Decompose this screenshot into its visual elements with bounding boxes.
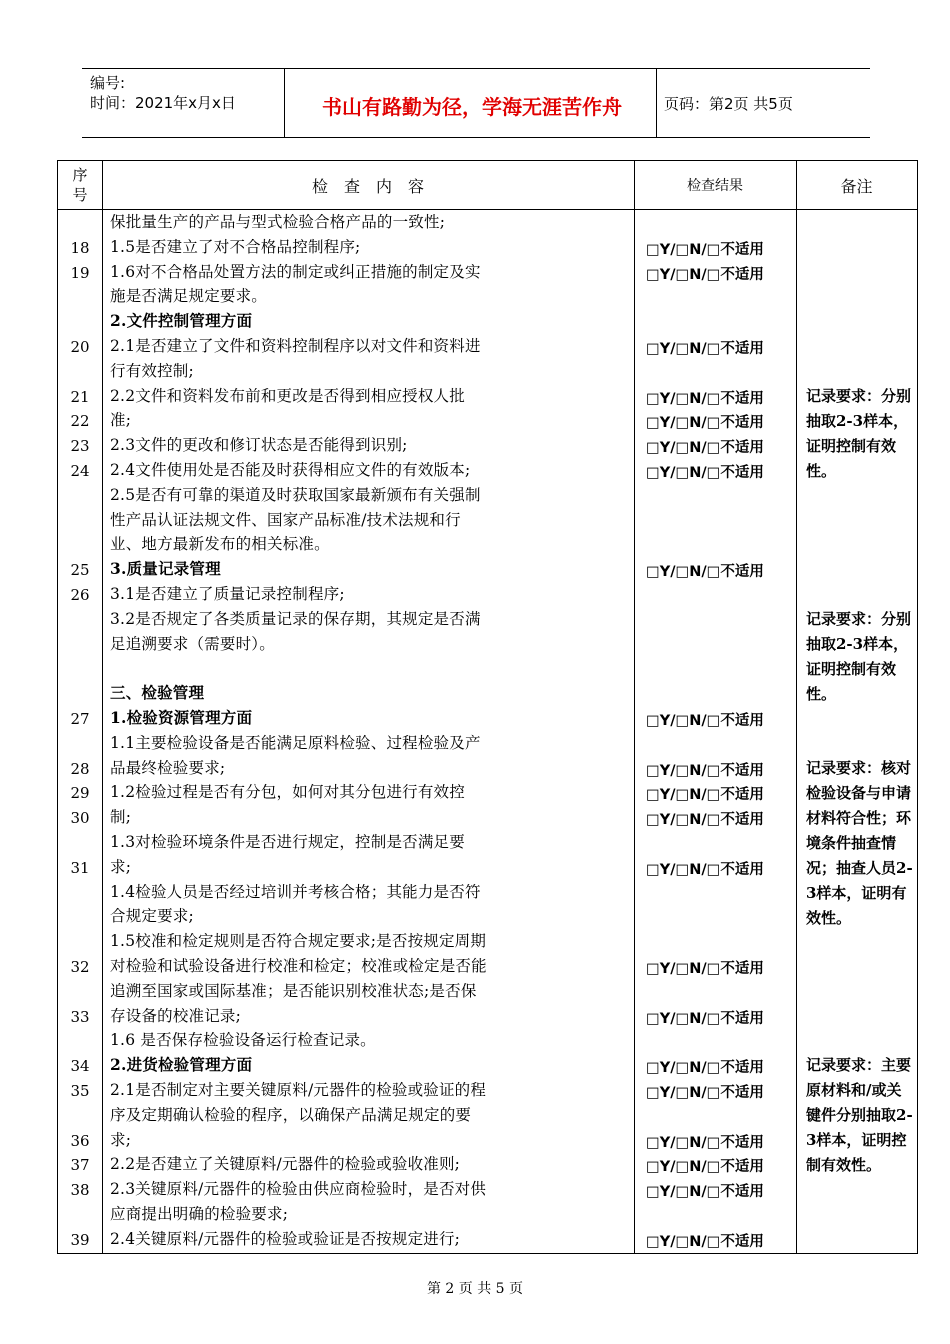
remark-note: 记录要求：主要原材料和/或关键件分别抽取2-3样本，证明控制有效性。 [806, 1056, 913, 1175]
remark-column [796, 209, 917, 1253]
row-number: 24 [70, 462, 90, 480]
content-line: 求; [110, 1130, 132, 1149]
result-checkbox-group[interactable]: □Y/□N/□不适用 [646, 266, 764, 283]
result-checkbox-group[interactable]: □Y/□N/□不适用 [646, 440, 764, 457]
content-line: 足追溯要求（需要时）。 [110, 634, 275, 653]
row-number: 29 [70, 784, 90, 803]
result-checkbox-group[interactable]: □Y/□N/□不适用 [646, 1159, 764, 1176]
row-number: 22 [70, 412, 90, 431]
content-line: 2.2是否建立了关键原料/元器件的检验或验收准则; [110, 1155, 461, 1174]
result-checkbox-group[interactable]: □Y/□N/□不适用 [646, 341, 764, 357]
row-number: 20 [70, 338, 90, 356]
content-line: 1.4检验人员是否经过培训并考核合格；其能力是否符 [110, 882, 481, 901]
row-number: 31 [70, 858, 90, 877]
content-line: 2.2文件和资料发布前和更改是否得到相应授权人批 [110, 386, 465, 405]
row-number: 30 [70, 809, 90, 828]
content-line: 1.3对检验环境条件是否进行规定，控制是否满足要 [110, 833, 465, 851]
content-line: 保批量生产的产品与型式检验合格产品的一致性; [110, 213, 446, 231]
result-checkbox-group[interactable]: □Y/□N/□不适用 [646, 1060, 764, 1077]
content-line: 3.1是否建立了质量记录控制程序; [110, 585, 345, 603]
result-checkbox-group[interactable]: □Y/□N/□不适用 [646, 390, 764, 407]
header-divider [656, 69, 657, 137]
content-line: 追溯至国家或国际基准；是否能识别校准状态;是否保 [110, 981, 477, 1000]
content-line: 2.进货检验管理方面 [110, 1055, 253, 1075]
content-line: 三、检验管理 [110, 683, 205, 703]
result-checkbox-group[interactable]: □Y/□N/□不适用 [646, 1085, 764, 1101]
content-line: 制; [110, 808, 132, 827]
seq-column [58, 209, 102, 1253]
row-number: 26 [70, 586, 90, 604]
content-line: 行有效控制; [110, 361, 194, 380]
remark-note: 记录要求：分别抽取2-3样本，证明控制有效性。 [806, 609, 912, 703]
result-checkbox-group[interactable]: □Y/□N/□不适用 [646, 1184, 764, 1201]
content-line: 1.5是否建立了对不合格品控制程序; [110, 237, 361, 256]
row-number: 25 [70, 561, 90, 580]
page-footer: 第 2 页 共 5 页 [426, 1281, 524, 1297]
row-number: 35 [70, 1082, 90, 1100]
content-line: 2.3关键原料/元器件的检验由供应商检验时，是否对供 [110, 1180, 487, 1199]
content-line: 2.1是否制定对主要关键原料/元器件的检验或验证的程 [110, 1081, 487, 1099]
content-line: 业、地方最新发布的相关标准。 [110, 535, 330, 554]
content-line: 2.文件控制管理方面 [110, 311, 253, 331]
header-divider [284, 69, 285, 137]
content-line: 2.5是否有可靠的渠道及时获取国家最新颁布有关强制 [110, 485, 481, 504]
content-line: 准; [110, 411, 132, 430]
result-checkbox-group[interactable]: □Y/□N/□不适用 [646, 1233, 764, 1250]
content-line: 对检验和试验设备进行校准和检定；校准或检定是否能 [110, 957, 487, 975]
row-number: 27 [70, 710, 90, 728]
content-line: 1.5校准和检定规则是否符合规定要求;是否按规定周期 [110, 932, 487, 951]
row-number: 37 [70, 1156, 90, 1175]
result-checkbox-group[interactable]: □Y/□N/□不适用 [646, 415, 764, 432]
content-line: 2.1是否建立了文件和资料控制程序以对文件和资料进 [110, 337, 481, 355]
col-header-seq [58, 161, 102, 209]
result-column [634, 209, 796, 1253]
col-header-remark: 备注 [840, 176, 873, 196]
remark-note: 记录要求：分别抽取2-3样本，证明控制有效性。 [806, 386, 912, 480]
content-line: 2.4关键原料/元器件的检验或验证是否按规定进行; [110, 1229, 461, 1248]
content-line: 施是否满足规定要求。 [110, 287, 268, 306]
content-line: 2.4文件使用处是否能及时获得相应文件的有效版本; [110, 461, 471, 479]
result-checkbox-group[interactable]: □Y/□N/□不适用 [646, 812, 764, 829]
result-checkbox-group[interactable]: □Y/□N/□不适用 [646, 861, 764, 878]
inspection-table [57, 160, 918, 1254]
row-number: 38 [70, 1181, 90, 1200]
result-checkbox-group[interactable]: □Y/□N/□不适用 [646, 787, 764, 804]
content-line: 存设备的校准记录; [110, 1006, 242, 1025]
result-checkbox-group[interactable]: □Y/□N/□不适用 [646, 564, 764, 581]
time-label: 时间：2021年x月x日 [90, 94, 236, 112]
result-checkbox-group[interactable]: □Y/□N/□不适用 [646, 465, 764, 481]
content-line: 1.1主要检验设备是否能满足原料检验、过程检验及产 [110, 733, 481, 752]
result-checkbox-group[interactable]: □Y/□N/□不适用 [646, 713, 764, 729]
content-line: 品最终检验要求; [110, 758, 226, 777]
content-line: 3.质量记录管理 [110, 559, 221, 579]
content-line: 合规定要求; [110, 907, 194, 926]
content-line: 序及定期确认检验的程序，以确保产品满足规定的要 [110, 1105, 472, 1124]
motto: 书山有路勤为径，学海无涯苦作舟 [322, 95, 622, 119]
content-line: 1.6对不合格品处置方法的制定或纠正措施的制定及实 [110, 262, 481, 281]
page-header [82, 68, 870, 138]
result-checkbox-group[interactable]: □Y/□N/□不适用 [646, 1134, 764, 1151]
content-line: 1.检验资源管理方面 [110, 708, 253, 727]
row-number: 19 [70, 263, 90, 282]
content-line: 1.6 是否保存检验设备运行检查记录。 [110, 1031, 376, 1050]
content-column [102, 209, 634, 1253]
col-header-result: 检查结果 [687, 178, 743, 194]
content-line: 求; [110, 857, 132, 876]
content-line: 2.3文件的更改和修订状态是否能得到识别; [110, 436, 408, 455]
row-number: 33 [70, 1007, 90, 1026]
row-number: 39 [70, 1230, 90, 1249]
result-checkbox-group[interactable]: □Y/□N/□不适用 [646, 762, 764, 779]
result-checkbox-group[interactable]: □Y/□N/□不适用 [646, 1010, 764, 1027]
header-meta [90, 73, 280, 113]
content-line: 应商提出明确的检验要求; [110, 1205, 289, 1223]
row-number: 21 [70, 387, 90, 406]
row-number: 36 [70, 1131, 90, 1150]
content-line: 3.2是否规定了各类质量记录的保存期，其规定是否满 [110, 609, 481, 628]
number-label: 编号: [90, 74, 126, 92]
row-number: 18 [70, 238, 90, 257]
row-number: 34 [70, 1057, 90, 1076]
row-number: 23 [70, 437, 90, 456]
col-header-content: 检 查 内 容 [311, 176, 424, 196]
content-line: 1.2检验过程是否有分包，如何对其分包进行有效控 [110, 783, 465, 802]
result-checkbox-group[interactable]: □Y/□N/□不适用 [646, 241, 764, 258]
result-checkbox-group[interactable]: □Y/□N/□不适用 [646, 961, 764, 977]
content-line: 性产品认证法规文件、国家产品标准/技术法规和行 [110, 510, 461, 529]
col-header-seq-text: 序号 [72, 166, 88, 204]
page-indicator: 页码：第2页 共5页 [664, 95, 793, 113]
remark-note: 记录要求：核对检验设备与申请材料符合性；环境条件抽查情况；抽查人员2-3样本，证明有效性。 [806, 758, 913, 927]
row-number: 32 [70, 958, 90, 976]
row-number: 28 [70, 759, 90, 778]
